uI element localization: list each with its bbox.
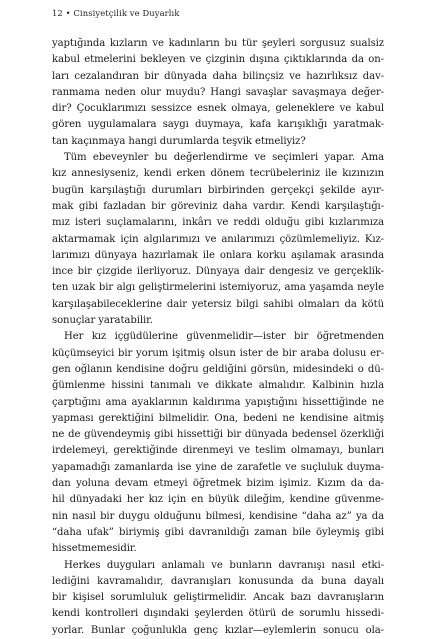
text-line: yapamadığı zamanlarda ise yine de zarafetle ve suçluluk duyma- (52, 461, 384, 473)
paragraph (52, 150, 384, 329)
paragraph (52, 329, 384, 557)
text-line: ğümlenme hissini tanımalı ve dikkate almalıdır. Kalbinin hızla (52, 380, 384, 392)
text-line: karşılaşabileceklerine dair yetersiz bilgi sahibi olmaları da kötü (52, 298, 384, 310)
text-line: “daha ufak” biriymiş gibi davranıldığı zaman bile öyleymiş gibi (52, 526, 384, 538)
body-text (52, 36, 384, 639)
text-line: ları cezalandıran bir dünyada daha bilinçsiz ve hazırlıksız dav- (52, 70, 384, 82)
text-line: mak gibi fazladan bir göreviniz daha vardır. Kendi karşılaştığı- (52, 200, 384, 212)
text-line: Tüm ebeveynler bu değerlendirme ve seçimleri yapar. Ama (64, 152, 384, 164)
text-line: gen oğlanın kendisine doğru geldiğini görsün, midesindeki o dü- (52, 363, 384, 375)
text-line: ince bir çizgide ilerliyoruz. Dünyaya dair dengesiz ve gerçeklik- (52, 266, 384, 278)
text-line: gören uygulamalara saygı duymaya, kafa karışıklığı yaratmak- (52, 119, 384, 131)
text-line: Herkes duyguları anlamalı ve bunların davranışı nasıl etki- (64, 559, 384, 571)
paragraph (52, 36, 384, 150)
text-line: tan kaçınmaya hangi durumlarda teşvik etmeliyiz? (52, 135, 306, 147)
text-line: kız annesiyseniz, kendi erken dönem tecrübeleriniz ile kızınızın (52, 168, 384, 180)
text-line: kendi kontrolleri dışındaki şeylerden ötürü de sorumlu hissedi- (52, 608, 384, 620)
text-line: nin nasıl bir duygu olduğunu bilmesi, kendisine “daha az” ya da (52, 510, 384, 522)
running-head: 12 • Cinsiyetçilik ve Duyarlık (52, 8, 180, 18)
paragraph (52, 558, 384, 639)
text-line: Her kız içgüdülerine güvenmelidir—ister bir öğretmenden (64, 331, 384, 343)
text-line: irdelemeyi, gerektiğinde direnmeyi ve teslim olmamayı, bunları (52, 445, 384, 457)
text-line: larımızı dünyaya hazırlamak ile onlara korku aşılamak arasında (52, 249, 384, 261)
text-line: yapması gerektiğini bilmelidir. Ona, bedeni ne kendisine aitmiş (52, 412, 384, 424)
text-line: ne de güvendeymiş gibi hissettiği bir dünyada bedensel özerkliği (52, 429, 384, 441)
text-line: dan yoluna devam etmeyi öğretmek bizim işimiz. Kızım da da- (52, 478, 384, 490)
text-line: yaptığında kızların ve kadınların bu tür şeyleri sorgusuz sualsiz (52, 38, 384, 49)
text-line: hissetmemesidir. (52, 543, 137, 555)
text-line: hil dünyadaki her kız için en büyük dileğim, kendine güvenme- (52, 494, 384, 506)
text-line: sonuçlar yaratabilir. (52, 315, 153, 327)
text-line: kabul etmelerini bekleyen ve çizginin dışına çıktıklarında da on- (52, 54, 384, 66)
text-line: ranmama neden olur muydu? Hangi savaşlar savaşmaya değer- (52, 86, 384, 98)
text-line: bugün karşılaştığı durumları birbirinden gerçekçi şekilde ayır- (52, 184, 384, 196)
text-line: dir? Çocuklarımızı sessizce esnek olmaya, geleneklere ve kabul (52, 103, 384, 115)
text-line: lediğini kavramalıdır, davranışları konusunda da buna dayalı (52, 575, 384, 587)
text-line: aktarmamak için algılarımızı ve anılarımızı çözümlemeliyiz. Kız- (52, 233, 384, 245)
text-line: ten uzak bir algı geliştirmelerini istemiyoruz, ama yaşamda neyle (52, 282, 384, 294)
text-line: bir kişisel sorumluluk geliştirmelidir. Ancak bazı davranışların (52, 592, 384, 604)
text-line: yorlar. Bunlar çoğunlukla genç kızlar—eylemlerin sonucu ola- (52, 624, 384, 636)
text-line: küçümseyici bir yorum işitmiş olsun ister de bir araba dolusu er- (52, 347, 384, 359)
text-line: çarptığını ama ayaklarının kaldırıma yapıştığını hissettiğinde ne (52, 396, 384, 408)
text-line: mız isteri suçlamalarını, inkârı ve reddi olduğu gibi kızlarımıza (52, 217, 384, 229)
